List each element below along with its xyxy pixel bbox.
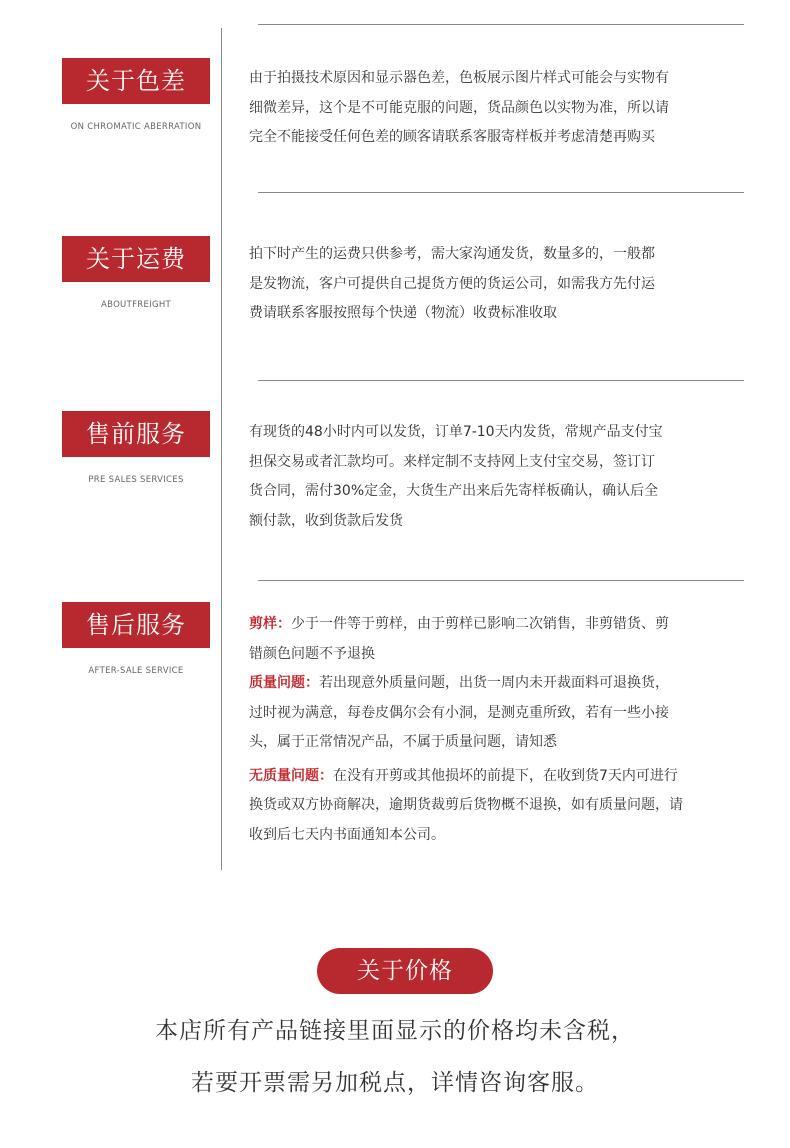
text-line: 担保交易或者汇款均可。来样定制不支持网上支付宝交易，签订订 <box>249 453 655 470</box>
text-line: 过时视为满意，每卷皮偶尔会有小洞，是测克重所致，若有一些小接 <box>249 704 669 721</box>
text-line: 若出现意外质量问题，出货一周内未开裁面料可退换货， <box>319 675 669 691</box>
policy-label: 剪样： <box>249 616 291 632</box>
text-line: 换货或双方协商解决，逾期货裁剪后货物概不退换，如有质量问题，请 <box>249 797 683 813</box>
section-body-aftersales <box>249 610 755 850</box>
text-line: 是发物流，客户可提供自己提货方便的货运公司，如需我方先付运 <box>249 275 655 292</box>
timeline-vertical-line <box>221 28 222 870</box>
section-subtitle: PRE SALES SERVICES <box>88 475 184 485</box>
text-line: 完全不能接受任何色差的顾客请联系客服寄样板并考虑清楚再购买 <box>249 129 655 145</box>
price-note-line: 本店所有产品链接里面显示的价格均未含税， <box>155 1018 635 1044</box>
section-header-chromatic <box>62 58 210 132</box>
section-body-presales <box>249 418 755 536</box>
section-subtitle: ABOUTFREIGHT <box>100 300 172 310</box>
section-subtitle: AFTER-SALE SERVICE <box>88 666 184 676</box>
policy-item-cut-sample <box>249 610 755 640</box>
section-body-freight <box>249 240 755 329</box>
section-header-presales <box>62 411 210 485</box>
section-header-aftersales <box>62 602 210 676</box>
policy-label: 质量问题： <box>249 675 319 691</box>
section-title: 关于运费 <box>62 236 210 282</box>
text-line: 错颜色问题不予退换 <box>249 645 375 662</box>
text-line: 拍下时产生的运费只供参考，需大家沟通发货，数量多的，一般都 <box>249 246 655 262</box>
price-section-title: 关于价格 <box>317 948 493 994</box>
section-title: 售后服务 <box>62 602 210 648</box>
text-line: 头，属于正常情况产品，不属于质量问题，请知悉 <box>249 734 557 750</box>
divider-line <box>258 24 744 25</box>
text-line: 货合同，需付30%定金，大货生产出来后先寄样板确认，确认后全 <box>249 483 659 499</box>
text-line: 由于拍摄技术原因和显示器色差，色板展示图片样式可能会与实物有 <box>249 70 669 86</box>
section-body-chromatic <box>249 64 755 153</box>
policy-item-quality-issue <box>249 669 755 699</box>
text-line: 有现货的48小时内可以发货，订单7-10天内发货，常规产品支付宝 <box>249 424 663 440</box>
section-subtitle: ON CHROMATIC ABERRATION <box>70 122 202 132</box>
text-line: 在没有开剪或其他损坏的前提下，在收到货7天内可进行 <box>333 767 678 784</box>
divider-line <box>258 380 744 381</box>
policy-item-no-quality-issue <box>249 762 755 792</box>
section-title: 关于色差 <box>62 58 210 104</box>
text-line: 少于一件等于剪样，由于剪样已影响二次销售，非剪错货、剪 <box>291 616 669 632</box>
divider-line <box>258 580 744 581</box>
text-line: 细微差异，这个是不可能克服的问题，货品颜色以实物为准，所以请 <box>249 99 669 116</box>
text-line: 额付款，收到货款后发货 <box>249 512 403 529</box>
section-header-freight <box>62 236 210 310</box>
price-note-line: 若要开票需另加税点，详情咨询客服。 <box>191 1070 599 1096</box>
text-line: 费请联系客服按照每个快递（物流）收费标准收取 <box>249 305 557 321</box>
section-title: 售前服务 <box>62 411 210 457</box>
divider-line <box>258 192 744 193</box>
policy-label: 无质量问题： <box>249 767 333 784</box>
text-line: 收到后七天内书面通知本公司。 <box>249 826 445 843</box>
